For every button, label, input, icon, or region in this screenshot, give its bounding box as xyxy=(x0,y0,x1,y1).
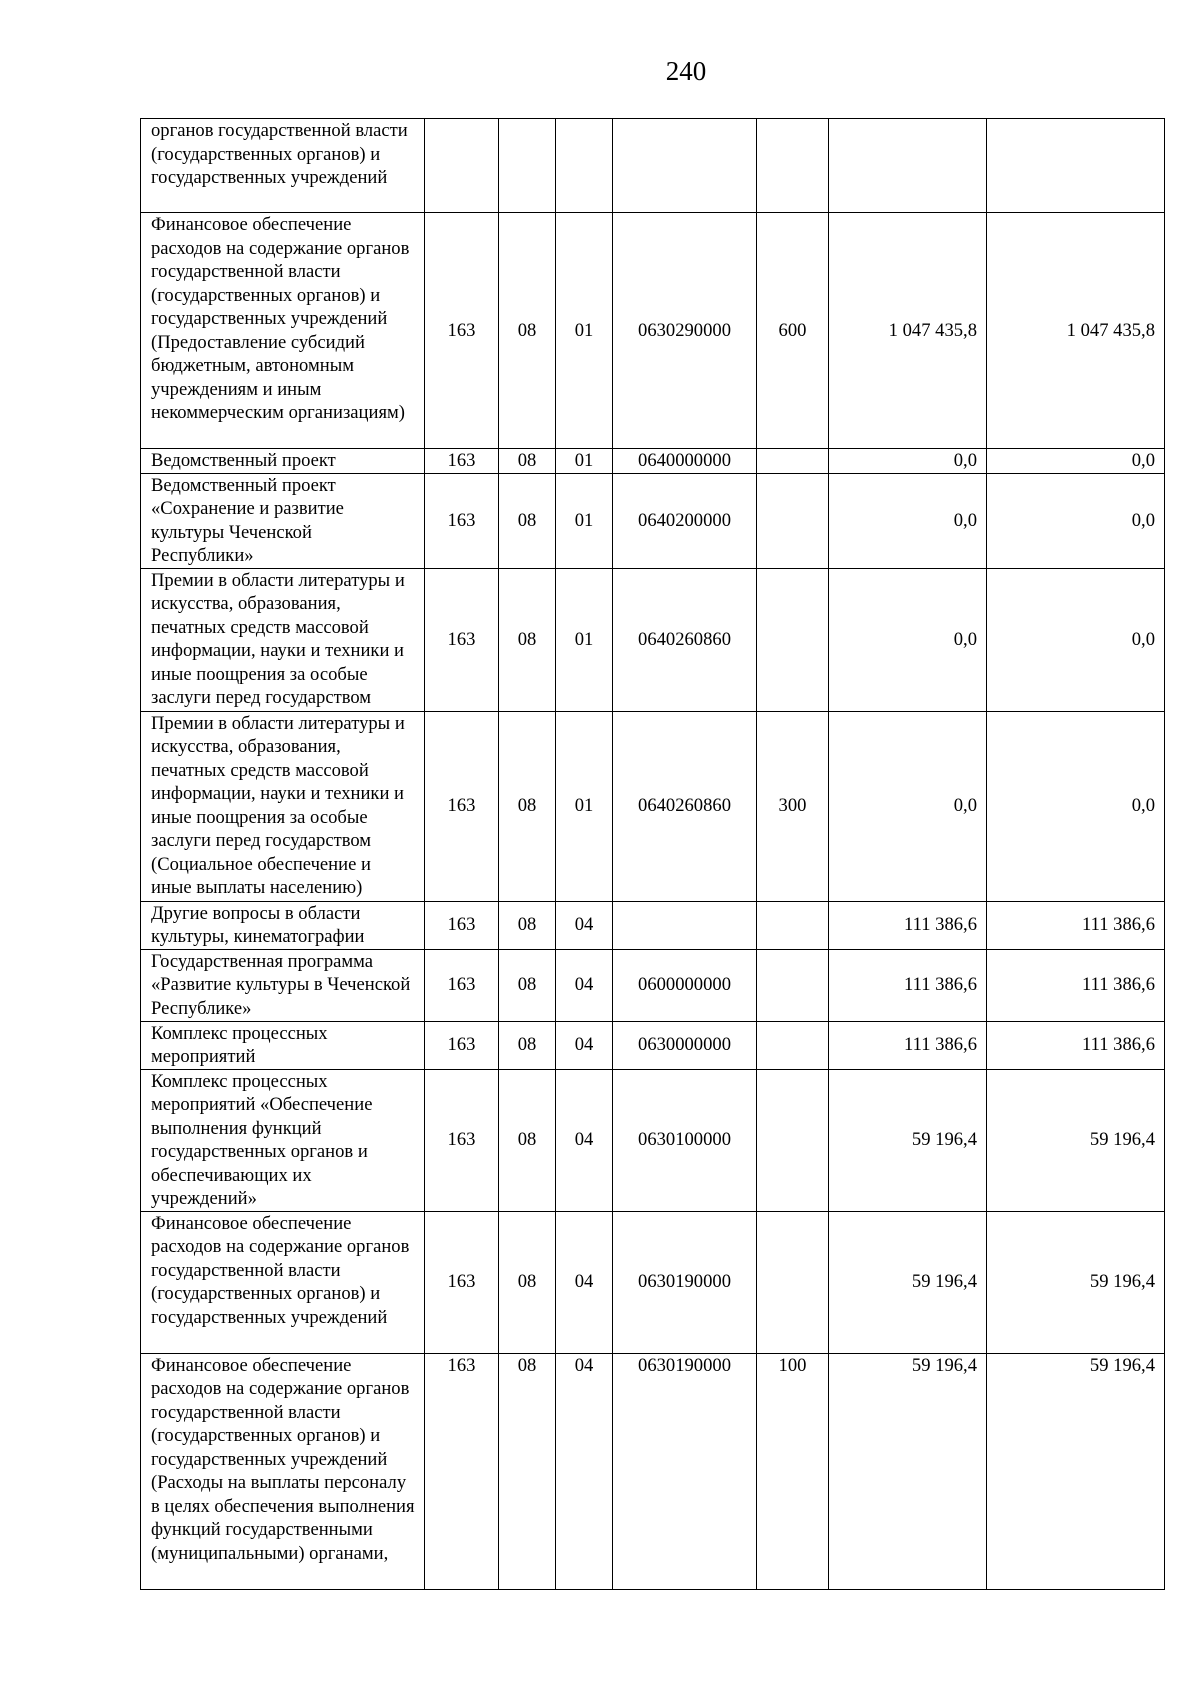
row-name: Премии в области литературы и искусства, образования, печатных средств массовой информации, науки и техники и иные поощрения за особые заслуги перед государством (Социальное обеспечение и иные выплаты населению) xyxy=(141,711,425,901)
cell-rz: 08 xyxy=(499,1353,556,1589)
cell-vr xyxy=(757,473,829,568)
cell-pr: 01 xyxy=(556,711,613,901)
cell-sum-2: 59 196,4 xyxy=(987,1069,1165,1211)
table-row xyxy=(141,568,1165,711)
cell-gr: 163 xyxy=(425,473,499,568)
table-row xyxy=(141,1211,1165,1353)
cell-rz: 08 xyxy=(499,1069,556,1211)
cell-sum-1: 111 386,6 xyxy=(829,1021,987,1069)
cell-csr: 0630100000 xyxy=(613,1069,757,1211)
cell-vr: 300 xyxy=(757,711,829,901)
cell-sum-2: 59 196,4 xyxy=(987,1353,1165,1589)
cell-gr: 163 xyxy=(425,1353,499,1589)
cell-csr: 0630290000 xyxy=(613,213,757,449)
cell-vr: 100 xyxy=(757,1353,829,1589)
cell-csr: 0640000000 xyxy=(613,449,757,474)
row-name: Премии в области литературы и искусства, образования, печатных средств массовой информации, науки и техники и иные поощрения за особые заслуги перед государством xyxy=(141,568,425,711)
row-name: Комплекс процессных мероприятий «Обеспечение выполнения функций государственных органов и обеспечивающих их учреждений» xyxy=(141,1069,425,1211)
cell-pr: 04 xyxy=(556,1211,613,1353)
cell-sum-2: 0,0 xyxy=(987,568,1165,711)
cell-sum-2: 0,0 xyxy=(987,473,1165,568)
cell-rz xyxy=(499,119,556,213)
cell-csr xyxy=(613,901,757,949)
cell-pr: 04 xyxy=(556,949,613,1021)
cell-csr: 0630000000 xyxy=(613,1021,757,1069)
cell-csr: 0630190000 xyxy=(613,1353,757,1589)
cell-csr: 0640200000 xyxy=(613,473,757,568)
cell-sum-1: 59 196,4 xyxy=(829,1069,987,1211)
cell-pr: 01 xyxy=(556,473,613,568)
cell-pr: 04 xyxy=(556,1069,613,1211)
cell-vr xyxy=(757,1211,829,1353)
row-name: Финансовое обеспечение расходов на содержание органов государственной власти (государственных органов) и государственных учреждений xyxy=(141,1211,425,1353)
cell-gr: 163 xyxy=(425,1069,499,1211)
cell-vr xyxy=(757,1021,829,1069)
table-row xyxy=(141,949,1165,1021)
row-name: Ведомственный проект xyxy=(141,449,425,474)
table-row xyxy=(141,119,1165,213)
cell-sum-2: 1 047 435,8 xyxy=(987,213,1165,449)
cell-csr: 0600000000 xyxy=(613,949,757,1021)
cell-sum-1: 0,0 xyxy=(829,568,987,711)
table-row xyxy=(141,1021,1165,1069)
cell-csr: 0640260860 xyxy=(613,568,757,711)
cell-sum-2: 111 386,6 xyxy=(987,1021,1165,1069)
table-row xyxy=(141,711,1165,901)
row-name: органов государственной власти (государственных органов) и государственных учреждений xyxy=(141,119,425,213)
cell-csr: 0640260860 xyxy=(613,711,757,901)
cell-sum-1: 0,0 xyxy=(829,449,987,474)
cell-pr: 04 xyxy=(556,1021,613,1069)
row-name: Комплекс процессных мероприятий xyxy=(141,1021,425,1069)
cell-gr: 163 xyxy=(425,711,499,901)
cell-sum-1: 0,0 xyxy=(829,711,987,901)
cell-sum-1: 111 386,6 xyxy=(829,901,987,949)
cell-vr xyxy=(757,119,829,213)
cell-vr xyxy=(757,901,829,949)
cell-sum-2: 111 386,6 xyxy=(987,949,1165,1021)
cell-vr xyxy=(757,568,829,711)
cell-pr: 01 xyxy=(556,449,613,474)
cell-rz: 08 xyxy=(499,473,556,568)
cell-gr: 163 xyxy=(425,901,499,949)
cell-csr: 0630190000 xyxy=(613,1211,757,1353)
cell-gr: 163 xyxy=(425,213,499,449)
table-row xyxy=(141,901,1165,949)
cell-pr: 04 xyxy=(556,1353,613,1589)
cell-pr xyxy=(556,119,613,213)
cell-vr xyxy=(757,1069,829,1211)
cell-rz: 08 xyxy=(499,1211,556,1353)
cell-rz: 08 xyxy=(499,449,556,474)
cell-pr: 01 xyxy=(556,568,613,711)
cell-gr xyxy=(425,119,499,213)
cell-pr: 04 xyxy=(556,901,613,949)
cell-rz: 08 xyxy=(499,711,556,901)
cell-gr: 163 xyxy=(425,1021,499,1069)
budget-table xyxy=(140,118,1165,1590)
cell-rz: 08 xyxy=(499,213,556,449)
cell-sum-1 xyxy=(829,119,987,213)
cell-vr: 600 xyxy=(757,213,829,449)
row-name: Финансовое обеспечение расходов на содержание органов государственной власти (государственных органов) и государственных учреждений (Расходы на выплаты персоналу в целях обеспечения выполнения функций государственными (муниципальными) органами, xyxy=(141,1353,425,1589)
cell-sum-2: 0,0 xyxy=(987,449,1165,474)
cell-rz: 08 xyxy=(499,949,556,1021)
cell-sum-2: 59 196,4 xyxy=(987,1211,1165,1353)
cell-sum-1: 1 047 435,8 xyxy=(829,213,987,449)
cell-gr: 163 xyxy=(425,449,499,474)
cell-sum-1: 59 196,4 xyxy=(829,1211,987,1353)
table-row xyxy=(141,213,1165,449)
row-name: Государственная программа «Развитие культуры в Чеченской Республике» xyxy=(141,949,425,1021)
cell-gr: 163 xyxy=(425,568,499,711)
cell-sum-1: 59 196,4 xyxy=(829,1353,987,1589)
cell-vr xyxy=(757,449,829,474)
cell-gr: 163 xyxy=(425,949,499,1021)
cell-sum-1: 111 386,6 xyxy=(829,949,987,1021)
cell-sum-2: 111 386,6 xyxy=(987,901,1165,949)
cell-rz: 08 xyxy=(499,568,556,711)
cell-gr: 163 xyxy=(425,1211,499,1353)
cell-sum-2: 0,0 xyxy=(987,711,1165,901)
page-number: 240 xyxy=(665,56,707,86)
table-row xyxy=(141,1069,1165,1211)
row-name: Ведомственный проект «Сохранение и развитие культуры Чеченской Республики» xyxy=(141,473,425,568)
row-name: Другие вопросы в области культуры, кинематографии xyxy=(141,901,425,949)
cell-vr xyxy=(757,949,829,1021)
table-row xyxy=(141,449,1165,474)
row-name: Финансовое обеспечение расходов на содержание органов государственной власти (государственных органов) и государственных учреждений (Предоставление субсидий бюджетным, автономным учреждениям и иным некоммерческим организациям) xyxy=(141,213,425,449)
cell-rz: 08 xyxy=(499,901,556,949)
table-row xyxy=(141,473,1165,568)
cell-sum-1: 0,0 xyxy=(829,473,987,568)
cell-csr xyxy=(613,119,757,213)
cell-rz: 08 xyxy=(499,1021,556,1069)
cell-pr: 01 xyxy=(556,213,613,449)
cell-sum-2 xyxy=(987,119,1165,213)
table-row xyxy=(141,1353,1165,1589)
